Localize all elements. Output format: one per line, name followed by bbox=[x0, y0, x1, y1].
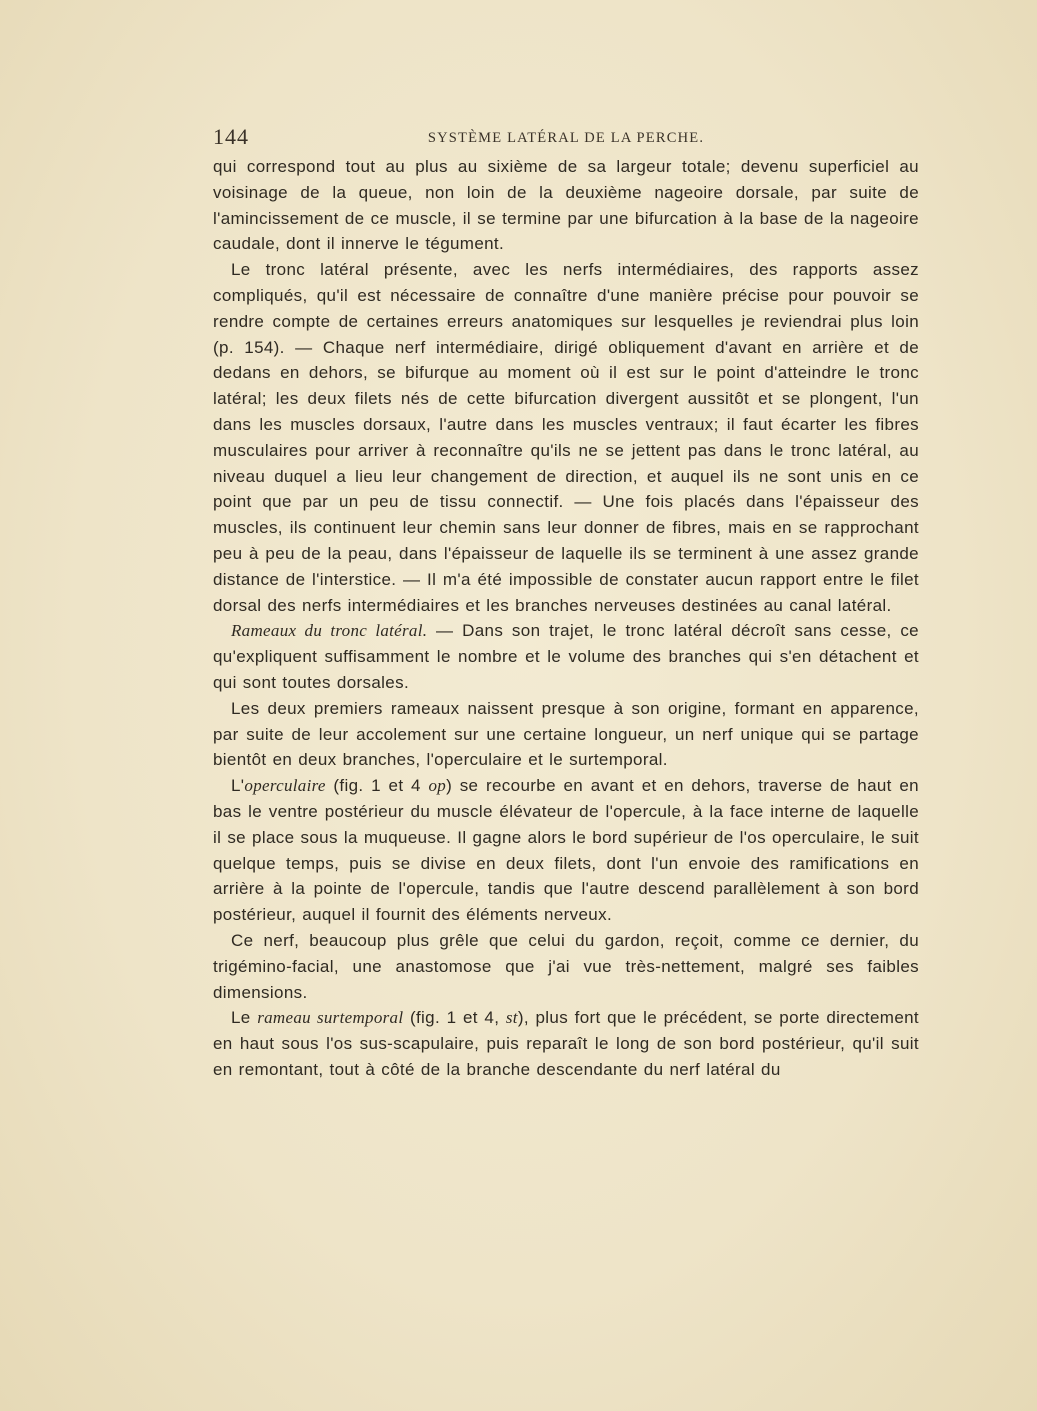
paragraph-3-text: — Dans son trajet, le tronc latéral décroît sans cesse, ce qu'expliquent suffisamment le nombre et le volume des branches qui s'en détachent et qui sont toutes dorsales. bbox=[213, 621, 919, 692]
paragraph-5 bbox=[213, 773, 919, 928]
paragraph-6: Ce nerf, beaucoup plus grêle que celui du gardon, reçoit, comme ce dernier, du trigémino-facial, une anastomose que j'ai vue très-nettement, malgré ses faibles dimensions. bbox=[213, 930, 919, 1002]
paragraph-5-seg: L' bbox=[231, 776, 245, 796]
paragraph-7-seg: Le bbox=[231, 1008, 258, 1028]
page bbox=[213, 124, 919, 1083]
paragraph-7-seg: (fig. 1 et 4, bbox=[403, 1008, 506, 1028]
running-title: SYSTÈME LATÉRAL DE LA PERCHE. bbox=[427, 130, 705, 146]
term-rameau-surtemporal: rameau surtemporal bbox=[257, 1008, 404, 1028]
paragraph-5-seg: ) se recourbe en avant et en dehors, traverse de haut en bas le ventre postérieur du muscle élévateur de l'opercule, à la face interne de laquelle il se place sous la muqueuse. Il gagne alors le bord supérieur de l'os operculaire, le suit quelque temps, puis se divise en deux filets, dont l'un envoie des ramifications en arrière à la pointe de l'opercule, tandis que l'autre descend parallèlement à son bord postérieur, auquel il fournit des éléments nerveux. bbox=[213, 776, 919, 925]
running-header bbox=[213, 124, 919, 154]
paragraph-3 bbox=[213, 618, 919, 695]
figure-label-op: op bbox=[428, 776, 447, 796]
figure-label-st: st bbox=[505, 1008, 518, 1028]
section-heading-rameaux: Rameaux du tronc latéral. bbox=[231, 621, 428, 641]
paragraph-1: qui correspond tout au plus au sixième de sa largeur totale; devenu superficiel au voisinage de la queue, non loin de la deuxième nageoire dorsale, par suite de l'amincissement de ce muscle, il se termine par une bifurcation à la base de la nageoire caudale, dont il innerve le tégument. bbox=[213, 157, 919, 254]
body-text bbox=[213, 154, 919, 1083]
paragraph-7-seg: ), plus fort que le précédent, se porte directement en haut sous l'os sus-scapulaire, puis reparaît le long de son bord postérieur, qu'il suit en remontant, tout à côté de la branche descendante du nerf latéral du bbox=[213, 1008, 919, 1079]
paragraph-4: Les deux premiers rameaux naissent presque à son origine, formant en apparence, par suite de leur accolement sur une certaine longueur, un nerf unique qui se partage bientôt en deux branches, l'operculaire et le surtemporal. bbox=[213, 698, 919, 770]
paragraph-7 bbox=[213, 1005, 919, 1082]
page-number: 144 bbox=[213, 124, 249, 149]
paragraph-5-seg: (fig. 1 et 4 bbox=[325, 776, 429, 796]
paragraph-2: Le tronc latéral présente, avec les nerfs intermédiaires, des rapports assez compliqués, qu'il est nécessaire de connaître d'une manière précise pour pouvoir se rendre compte de certaines erreurs anatomiques sur lesquelles je reviendrai plus loin (p. 154). — Chaque nerf intermédiaire, dirigé obliquement d'avant en arrière et de dedans en dehors, se bifurque au moment où il est sur le point d'atteindre le tronc latéral; les deux filets nés de cette bifurcation divergent aussitôt et se plongent, l'un dans les muscles dorsaux, l'autre dans les muscles ventraux; il faut écarter les fibres musculaires pour arriver à reconnaître qu'ils ne se jettent pas dans le tronc latéral, au niveau duquel a lieu leur changement de direction, et auquel ils ne sont unis en ce point que par un peu de tissu connectif. — Une fois placés dans l'épaisseur des muscles, ils continuent leur chemin sans leur donner de fibres, mais en se rapprochant peu à peu de la peau, dans l'épaisseur de laquelle ils se terminent à une assez grande distance de l'interstice. — Il m'a été impossible de constater aucun rapport entre le filet dorsal des nerfs intermédiaires et les branches nerveuses destinées au canal latéral. bbox=[213, 260, 919, 615]
term-operculaire: operculaire bbox=[244, 776, 326, 796]
